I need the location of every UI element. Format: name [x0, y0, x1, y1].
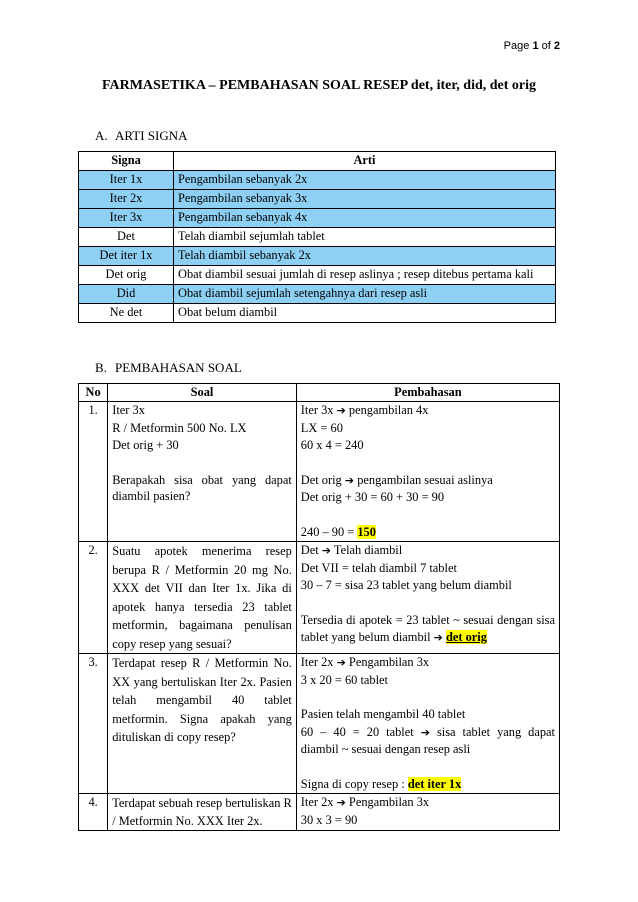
arrow-right-icon: ➔	[336, 404, 346, 417]
table-row	[79, 209, 556, 228]
table-row	[79, 304, 556, 323]
table-row	[79, 402, 560, 542]
arrow-right-icon: ➔	[336, 796, 346, 809]
pembahasan-table	[78, 383, 560, 831]
signa-cell: Ne det	[79, 304, 174, 323]
arrow-right-icon: ➔	[336, 656, 346, 669]
page-number: Page 1 of 2	[503, 40, 560, 52]
table-row	[79, 285, 556, 304]
table-row	[79, 542, 560, 654]
signa-cell: Det orig	[79, 266, 174, 285]
signa-cell: Iter 1x	[79, 171, 174, 190]
signa-table	[78, 151, 556, 323]
arti-cell: Obat diambil sejumlah setengahnya dari resep asli	[174, 285, 556, 304]
answer-highlight: det iter 1x	[407, 776, 462, 791]
arrow-right-icon: ➔	[321, 544, 332, 557]
question-number: 4.	[79, 794, 108, 831]
question-number: 1.	[79, 402, 108, 542]
arti-cell: Telah diambil sejumlah tablet	[174, 228, 556, 247]
question-text: Suatu apotek menerima resep berupa R / Metformin 20 mg No. XXX det VII dan Iter 1x. Jika di apotek hanya tersedia 23 tablet metformin, bagaimana penulisan copy resep yang sesuai?	[108, 542, 297, 654]
question-text: Terdapat sebuah resep bertuliskan R / Metformin No. XXX Iter 2x.	[108, 794, 297, 831]
header-arti: Arti	[174, 152, 556, 171]
header-no: No	[79, 384, 108, 402]
answer-explanation: Iter 2x ➔ Pengambilan 3x 3 x 20 = 60 tablet Pasien telah mengambil 40 tablet 60 – 40 = 20 tablet ➔ sisa tablet yang dapat diambil ~ sesuai dengan resep asli Signa di copy resep : det iter 1x	[296, 654, 559, 794]
arti-cell: Obat diambil sesuai jumlah di resep aslinya ; resep ditebus pertama kali	[174, 266, 556, 285]
signa-cell: Did	[79, 285, 174, 304]
answer-highlight: det orig	[445, 630, 487, 644]
table-row	[79, 190, 556, 209]
arti-cell: Obat belum diambil	[174, 304, 556, 323]
table-row	[79, 171, 556, 190]
table-row	[79, 794, 560, 831]
answer-highlight: 150	[357, 524, 376, 539]
answer-explanation: Iter 2x ➔ Pengambilan 3x 30 x 3 = 90	[296, 794, 559, 831]
table-row	[79, 654, 560, 794]
table-row	[79, 228, 556, 247]
arti-cell: Pengambilan sebanyak 2x	[174, 171, 556, 190]
arrow-right-icon: ➔	[433, 631, 443, 644]
section-a-heading: A. ARTI SIGNA	[95, 128, 188, 143]
signa-cell: Iter 2x	[79, 190, 174, 209]
header-soal: Soal	[108, 384, 297, 402]
question-number: 2.	[79, 542, 108, 654]
document-title: FARMASETIKA – PEMBAHASAN SOAL RESEP det, iter, did, det orig	[101, 78, 537, 93]
pembahasan-table-header	[79, 384, 560, 402]
table-row	[79, 266, 556, 285]
section-b-heading: B. PEMBAHASAN SOAL	[95, 360, 242, 375]
question-text: Iter 3x R / Metformin 500 No. LX Det orig + 30 Berapakah sisa obat yang dapat diambil pasien?	[108, 402, 297, 542]
table-row	[79, 247, 556, 266]
answer-explanation: Iter 3x ➔ pengambilan 4x LX = 60 60 x 4 = 240 Det orig ➔ pengambilan sesuai aslinya Det orig + 30 = 60 + 30 = 90 240 – 90 = 150	[296, 402, 559, 542]
signa-cell: Iter 3x	[79, 209, 174, 228]
question-number: 3.	[79, 654, 108, 794]
header-signa: Signa	[79, 152, 174, 171]
answer-explanation: Det ➔ Telah diambil Det VII = telah diambil 7 tablet 30 – 7 = sisa 23 tablet yang belum diambil Tersedia di apotek = 23 tablet ~ sesuai dengan sisa tablet yang belum diambil ➔ det orig	[296, 542, 559, 654]
signa-cell: Det	[79, 228, 174, 247]
signa-table-header	[79, 152, 556, 171]
arti-cell: Telah diambil sebanyak 2x	[174, 247, 556, 266]
signa-cell: Det iter 1x	[79, 247, 174, 266]
arrow-right-icon: ➔	[344, 473, 355, 487]
arti-cell: Pengambilan sebanyak 4x	[174, 209, 556, 228]
arti-cell: Pengambilan sebanyak 3x	[174, 190, 556, 209]
question-text: Terdapat resep R / Metformin No. XX yang bertuliskan Iter 2x. Pasien telah mengambil 40 tablet metformin. Signa apakah yang dituliskan di copy resep?	[108, 654, 297, 794]
arrow-right-icon: ➔	[420, 725, 430, 739]
header-pembahasan: Pembahasan	[296, 384, 559, 402]
